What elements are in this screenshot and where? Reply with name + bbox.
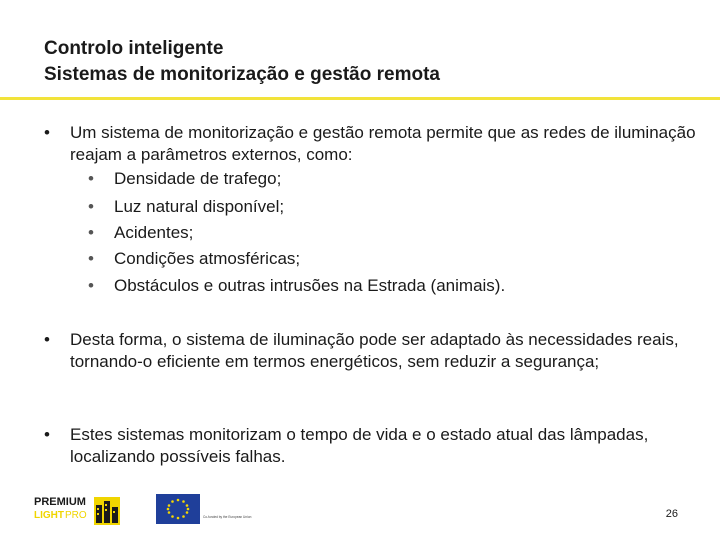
eu-caption: Co-funded by the European Union (203, 515, 252, 519)
premium-light-pro-logo (34, 491, 124, 527)
sub-bullet-1: • Densidade de trafego; (114, 166, 694, 192)
slide-title (44, 36, 684, 88)
eu-flag-icon (156, 494, 200, 524)
sub-bullet-5: • Obstáculos e outras intrusões na Estrada (animais). (114, 273, 694, 299)
bullet-2: • Desta forma, o sistema de iluminação pode ser adaptado às necessidades reais, tornando-o eficiente em termos energéticos, sem reduzir a segurança; (70, 329, 700, 373)
bullet-1: • Um sistema de monitorização e gestão remota permite que as redes de iluminação reajam a parâmetros externos, como: (70, 122, 700, 166)
title-divider (0, 97, 720, 100)
sub-bullet-4: • Condições atmosféricas; (114, 246, 694, 272)
eu-cofunding-logo (156, 494, 252, 526)
bullet-3: • Estes sistemas monitorizam o tempo de vida e o estado atual das lâmpadas, localizando possíveis falhas. (70, 424, 700, 468)
logo-pro-text: PRO (65, 510, 87, 521)
slide-title-line-2: Sistemas de monitorização e gestão remota (44, 64, 440, 85)
slide-title-line-1: Controlo inteligente (44, 38, 224, 59)
building-icon (94, 497, 120, 525)
logo-premium-text: PREMIUM (34, 496, 86, 508)
logo-light-text: LIGHT (34, 510, 64, 521)
page-number: 26 (665, 508, 678, 520)
sub-bullet-2: • Luz natural disponível; (114, 194, 694, 220)
sub-bullet-3: • Acidentes; (114, 220, 694, 246)
